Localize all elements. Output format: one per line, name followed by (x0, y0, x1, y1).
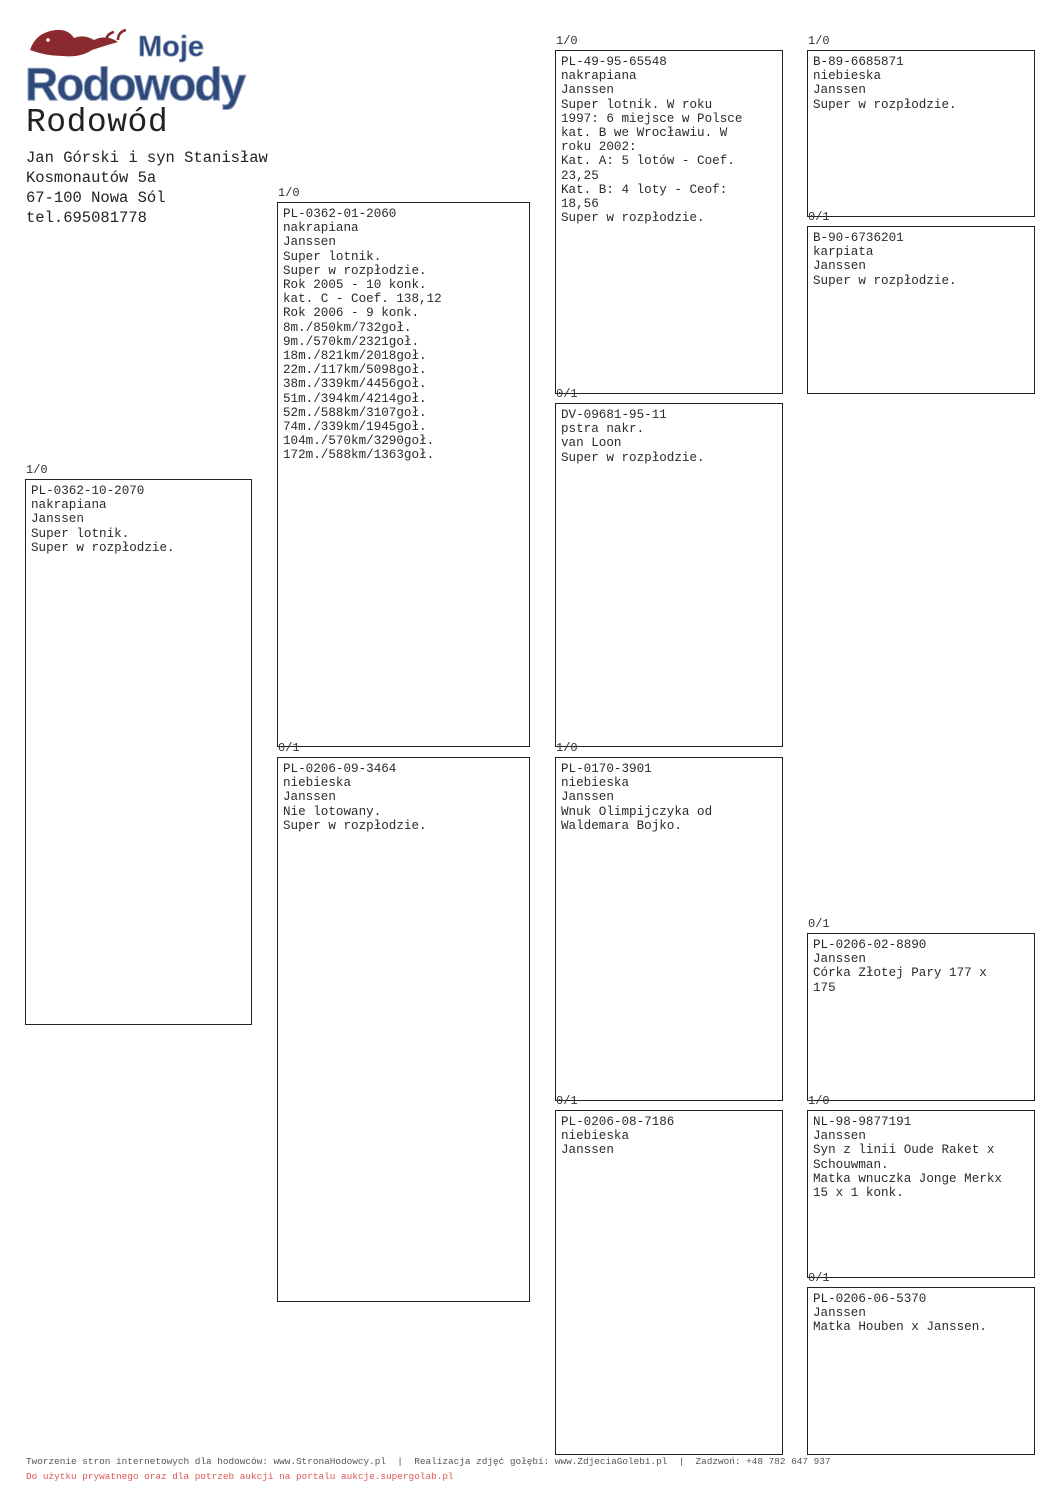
pedigree-slot-mf (555, 742, 783, 1101)
pigeon-info-line: Super lotnik. (283, 249, 382, 264)
pigeon-info-line: niebieska (813, 69, 882, 84)
pedigree-slot-mmm (807, 1272, 1035, 1455)
ring-number: PL-0206-02-8890 (813, 938, 927, 952)
sex-label: 1/0 (808, 1094, 830, 1108)
pigeon-info-line: Janssen (283, 790, 336, 805)
owner-name: Jan Górski i syn Stanisław (26, 149, 268, 167)
page-title: Rodowód (26, 104, 169, 141)
sex-label: 0/1 (808, 210, 830, 224)
pigeon-card-ff (555, 50, 783, 394)
pigeon-info-line: Janssen (813, 1306, 866, 1321)
ring-number: PL-0170-3901 (561, 762, 652, 776)
pigeon-info-line: Janssen (813, 83, 866, 98)
pedigree-slot-father (277, 187, 530, 747)
pigeon-info-line: Matka Houben x Janssen. (813, 1320, 987, 1335)
pigeon-info-line: Kat. B: 4 loty - Ceof: (561, 182, 728, 197)
sex-label: 0/1 (556, 1094, 578, 1108)
pigeon-info-line: pstra nakr. (561, 422, 645, 437)
pigeon-info-line: Janssen (561, 1143, 614, 1158)
pigeon-info-line: 175 (813, 980, 836, 995)
pigeon-info-line: 8m./850km/732goł. (283, 320, 412, 335)
pigeon-info-line: niebieska (561, 1129, 630, 1144)
pedigree-slot-fff (807, 35, 1035, 217)
pigeon-info-line: kat. C - Coef. 138,12 (283, 292, 442, 307)
pigeon-info-line: 51m./394km/4214goł. (283, 391, 427, 406)
pigeon-info-line: 1997: 6 miejsce w Polsce (561, 111, 743, 126)
sex-label: 0/1 (556, 387, 578, 401)
pigeon-info-line: roku 2002: (561, 140, 637, 155)
pigeon-info-line: 23,25 (561, 168, 599, 183)
pigeon-info-line: Waldemara Bojko. (561, 818, 682, 833)
ring-number: DV-09681-95-11 (561, 408, 667, 422)
pedigree-slot-pigeon (25, 464, 252, 1025)
pigeon-info-line: Super w rozpłodzie. (283, 263, 427, 278)
pigeon-card-mfm (807, 933, 1035, 1101)
pedigree-slot-mmf (807, 1095, 1035, 1278)
pigeon-card-mf (555, 757, 783, 1101)
pigeon-info-line: Syn z linii Oude Raket x (813, 1143, 995, 1158)
ring-number: PL-49-95-65548 (561, 55, 667, 69)
svg-text:Moje: Moje (138, 31, 205, 63)
ring-number: PL-0206-09-3464 (283, 762, 397, 776)
svg-text:Rodowody: Rodowody (25, 58, 245, 110)
sex-label: 1/0 (556, 34, 578, 48)
sex-label: 0/1 (808, 917, 830, 931)
pigeon-info-line: Super w rozpłodzie. (283, 818, 427, 833)
pigeon-card-fm (555, 403, 783, 747)
pigeon-info-line: 18m./821km/2018goł. (283, 349, 427, 364)
pigeon-info-line: karpiata (813, 245, 874, 260)
pigeon-info-line: Janssen (31, 512, 84, 527)
pigeon-info-line: Schouwman. (813, 1157, 889, 1172)
footer-disclaimer: Do użytku prywatnego oraz dla potrzeb aukcji na portalu aukcje.supergolab.pl (26, 1471, 454, 1482)
ring-number: B-90-6736201 (813, 231, 904, 245)
pigeon-info-line: 18,56 (561, 197, 599, 212)
pigeon-info-line: Super w rozpłodzie. (31, 540, 175, 555)
pigeon-card-fff (807, 50, 1035, 217)
pedigree-slot-mm (555, 1095, 783, 1455)
pigeon-icon (30, 30, 118, 57)
owner-phone: tel.695081778 (26, 209, 147, 227)
pigeon-info-line: van Loon (561, 436, 622, 451)
pedigree-slot-mfm (807, 918, 1035, 1101)
pigeon-info-line: nakrapiana (31, 498, 107, 513)
pigeon-info-line: Super w rozpłodzie. (813, 273, 957, 288)
pigeon-info-line: Janssen (813, 259, 866, 274)
pigeon-card-mmf (807, 1110, 1035, 1278)
ring-number: B-89-6685871 (813, 55, 904, 69)
pigeon-info-line: Super w rozpłodzie. (561, 211, 705, 226)
sex-label: 1/0 (808, 34, 830, 48)
pigeon-info-line: Janssen (813, 952, 866, 967)
pigeon-info-line: kat. B we Wrocławiu. W (561, 126, 728, 141)
pedigree-slot-ffm (807, 211, 1035, 394)
pigeon-info-line: Janssen (813, 1129, 866, 1144)
ring-number: NL-98-9877191 (813, 1115, 912, 1129)
pigeon-info-line: 22m./117km/5098goł. (283, 363, 427, 378)
pigeon-card-pigeon (25, 479, 252, 1025)
pigeon-info-line: Janssen (283, 235, 336, 250)
pigeon-info-line: Rok 2006 - 9 konk. (283, 306, 420, 321)
ring-number: PL-0362-10-2070 (31, 484, 145, 498)
sex-label: 0/1 (808, 1271, 830, 1285)
moje-rodowody-logo (22, 20, 272, 112)
sex-label: 1/0 (556, 741, 578, 755)
ring-number: PL-0206-06-5370 (813, 1292, 927, 1306)
ring-number: PL-0362-01-2060 (283, 207, 397, 221)
pigeon-info-line: Janssen (561, 83, 614, 98)
pigeon-info-line: Rok 2005 - 10 konk. (283, 278, 427, 293)
pedigree-slot-ff (555, 35, 783, 394)
pigeon-card-mm (555, 1110, 783, 1455)
pigeon-info-line: nakrapiana (561, 69, 637, 84)
sex-label: 0/1 (278, 741, 300, 755)
pigeon-info-line: Matka wnuczka Jonge Merkx (813, 1171, 1002, 1186)
pigeon-info-line: 172m./588km/1363goł. (283, 448, 435, 463)
pigeon-info-line: 15 x 1 konk. (813, 1186, 904, 1201)
pigeon-info-line: 74m./339km/1945goł. (283, 420, 427, 435)
pigeon-info-line: 9m./570km/2321goł. (283, 334, 420, 349)
owner-street: Kosmonautów 5a (26, 169, 157, 187)
pigeon-card-mother (277, 757, 530, 1302)
pedigree-slot-mother (277, 742, 530, 1302)
pigeon-info-line: Janssen (561, 790, 614, 805)
pigeon-info-line: 52m./588km/3107goł. (283, 405, 427, 420)
pigeon-card-mmm (807, 1287, 1035, 1455)
ring-number: PL-0206-08-7186 (561, 1115, 675, 1129)
pigeon-info-line: nakrapiana (283, 221, 359, 236)
pigeon-info-line: Wnuk Olimpijczyka od (561, 804, 713, 819)
pigeon-info-line: niebieska (283, 776, 352, 791)
pigeon-info-line: 38m./339km/4456goł. (283, 377, 427, 392)
pigeon-info-line: Nie lotowany. (283, 804, 382, 819)
pigeon-info-line: niebieska (561, 776, 630, 791)
pigeon-info-line: Super w rozpłodzie. (561, 450, 705, 465)
owner-city: 67-100 Nowa Sól (26, 189, 166, 207)
pigeon-info-line: Super lotnik. W roku (561, 97, 713, 112)
pigeon-info-line: Kat. A: 5 lotów - Coef. (561, 154, 735, 169)
pigeon-info-line: Super w rozpłodzie. (813, 97, 957, 112)
pigeon-info-line: Córka Złotej Pary 177 x (813, 966, 987, 981)
pigeon-card-father (277, 202, 530, 747)
pigeon-card-ffm (807, 226, 1035, 394)
sex-label: 1/0 (278, 186, 300, 200)
sex-label: 1/0 (26, 463, 48, 477)
footer-links: Tworzenie stron internetowych dla hodowców: www.StronaHodowcy.pl | Realizacja zdjęć gołębi: www.ZdjeciaGolebi.pl | Zadzwoń: +48 782 647 937 (26, 1456, 831, 1467)
owner-info (26, 148, 268, 228)
pigeon-info-line: 104m./570km/3290goł. (283, 434, 435, 449)
pedigree-slot-fm (555, 388, 783, 747)
logo-graphic (22, 20, 272, 112)
pigeon-info-line: Super lotnik. (31, 526, 130, 541)
